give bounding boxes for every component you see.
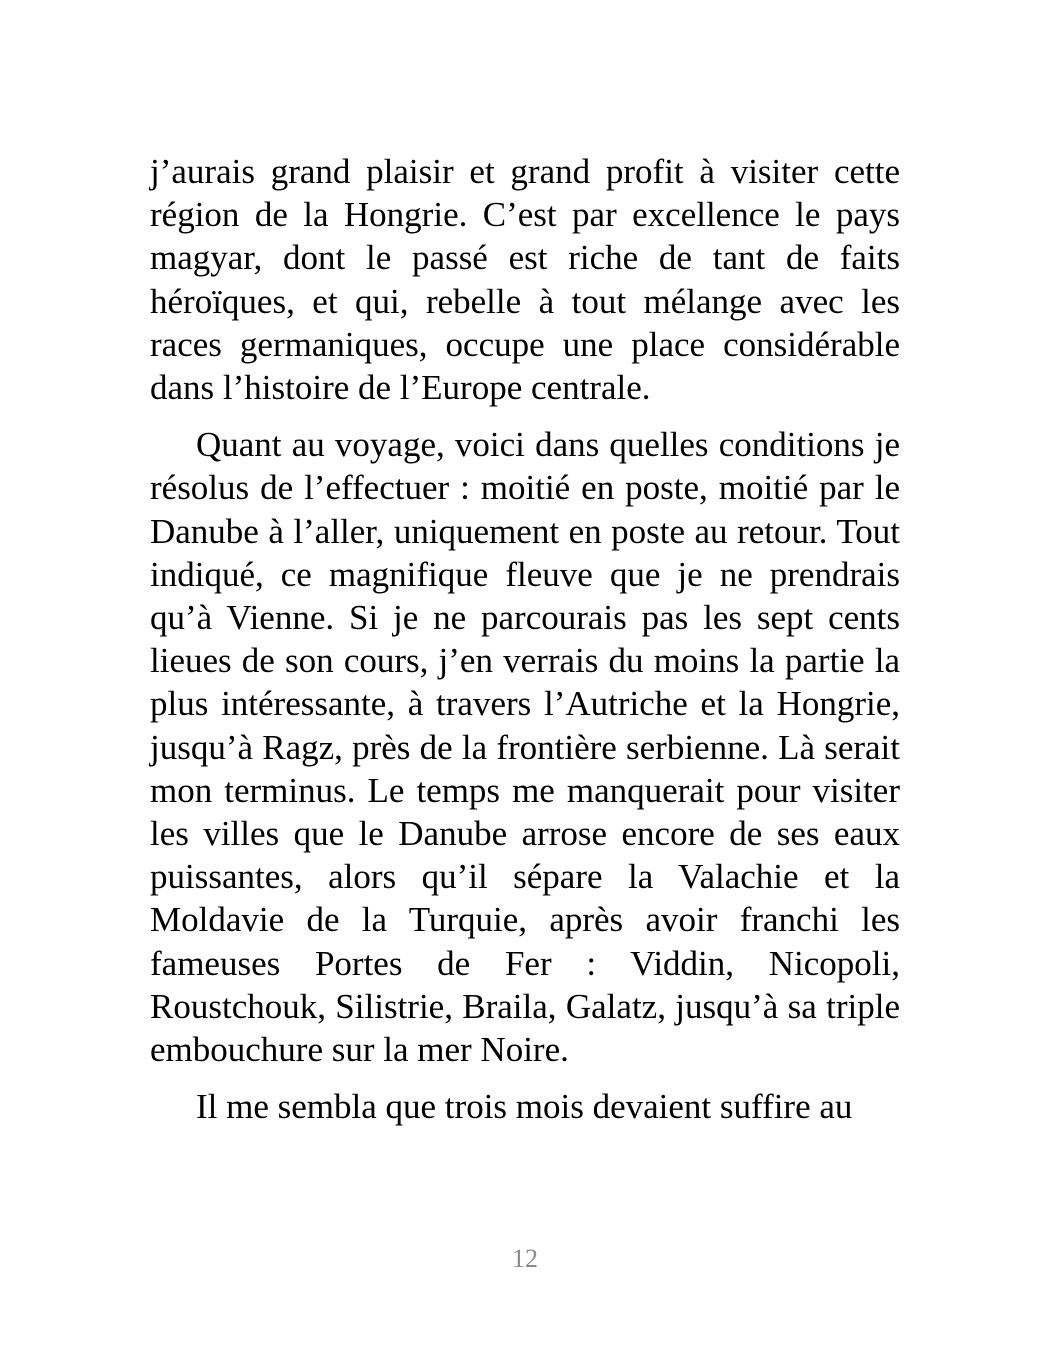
- page-number: 12: [512, 1244, 538, 1273]
- paragraph-1: j’aurais grand plaisir et grand profit à visiter cette région de la Hongrie. C’est par excellence le pays magyar, dont le passé est riche de tant de faits héroïques, et qui, rebelle à tout mélange avec les races germaniques, occupe une place considérable dans l’histoire de l’Europe centrale.: [150, 152, 900, 408]
- paragraph-2: Quant au voyage, voici dans quelles conditions je résolus de l’effectuer : moitié en poste, moitié par le Danube à l’aller, uniquement en poste au retour. Tout indiqué, ce magnifique fleuve que je ne prendrais qu’à Vienne. Si je ne parcourais pas les sept cents lieues de son cours, j’en verrais du moins la partie la plus intéressante, à travers l’Autriche et la Hongrie, jusqu’à Ragz, près de la frontière serbienne. Là serait mon terminus. Le temps me manquerait pour visiter les villes que le Danube arrose encore de ses eaux puissantes, alors qu’il sépare la Valachie et la Moldavie de la Turquie, après avoir franchi les fameuses Portes de Fer : Viddin, Nicopoli, Roustchouk, Silistrie, Braila, Galatz, jusqu’à sa triple embouchure sur la mer Noire.: [150, 425, 900, 1070]
- page-body: [150, 150, 900, 1128]
- paragraph-3: Il me sembla que trois mois devaient suffire au: [196, 1087, 853, 1127]
